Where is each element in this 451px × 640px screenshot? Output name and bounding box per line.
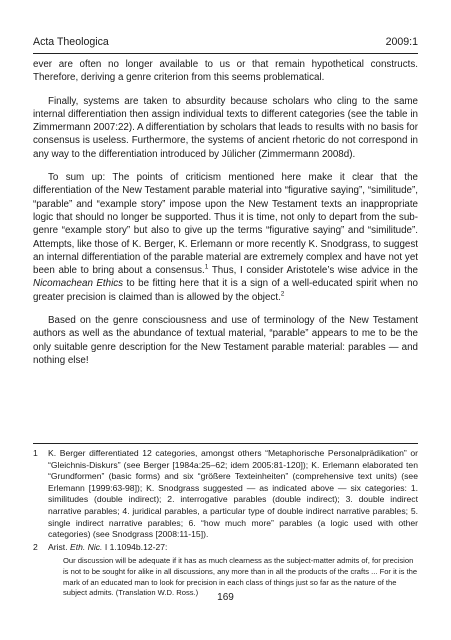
summary-text-c: to be fitting here that it is a sign of a well-educated spirit when no greater precision is claimed than is allowed by the object. bbox=[33, 278, 418, 303]
footnote-text: K. Berger differentiated 12 categories, amongst others “Metaphorische Personalprädikation” or “Gleichnis-Diskurs” (see Berger [1984a:25–62; idem 2005:81-120]); K. Erlemann elaborated ten “Grundformen” (basic forms) and six “größere Texteinheiten” (comprehensive text units) (see Erlemann [1999:63-98]); K. Snodgrass suggested — as indicated above — six categories: 1. similitudes (double indirect); 2. interrogative parables (double indirect); 3. double indirect narrative parables; 4. juridical parables, a particular type of double indirect narrative parables; 5. single indirect narrative parables; 6. “how much more” parables (a logic used with other categories) (see Snodgrass [2008:11-15]). bbox=[48, 448, 418, 540]
footnote-number: 2 bbox=[33, 541, 38, 552]
footnote-number: 1 bbox=[33, 448, 38, 458]
paragraph-conclusion: Based on the genre consciousness and use of terminology of the New Testament authors as well as the abundance of textual material, “parable” appears to me to be the only suitable genre description for the New Testament parable material: parables — and nothing else! bbox=[33, 315, 418, 366]
footnote-2-text-b: I 1.1094b.12-27: bbox=[102, 541, 168, 552]
footnote-text bbox=[48, 542, 418, 599]
page-number: 169 bbox=[217, 592, 234, 603]
block-quote: Our discussion will be adequate if it has as much clearness as the subject-matter admits of, for precision is not to be sought for alike in all discussions, any more than in all the products of the crafts ... For it is the mark of an educated man to look for precision in each class of things just so far as the nature of the subject admits. (Translation W.D. Ross.) bbox=[63, 556, 418, 598]
paragraph-continued: ever are often no longer available to us or that remain hypothetical constructs. Therefore, deriving a genre criterion from this seems problematical. bbox=[33, 59, 418, 84]
footnote-1 bbox=[33, 448, 418, 541]
journal-title: Acta Theologica bbox=[33, 36, 109, 48]
footnote-2-text-a: Arist. bbox=[48, 541, 70, 552]
paragraph-systems: Finally, systems are taken to absurdity because scholars who cling to the same internal differentiation then assign individual texts to different categories (see the table in Zimmermann 2007:22). A differentiation by scholars that leads to results with no basis for consensus is useless. Furthermore, the systems of ancient rhetoric do not correspond in any way to the differentiation introduced by Jülicher (Zimmermann 2008d). bbox=[33, 95, 418, 160]
book-title-italic: Nicomachean Ethics bbox=[33, 278, 124, 290]
body-text bbox=[33, 58, 418, 377]
document-page bbox=[33, 0, 418, 640]
summary-text-a: To sum up: The points of criticism mentioned here make it clear that the differentiation of the New Testament parable material into “figurative saying”, “similitude”, “parable” and “example story” impose upon the New Testament texts an inappropriate logic that should no longer be supported. Thus it is time, not only to depart from the sub-genre “example story” but also to give up the terms “figurative saying” and “similitude”. Attempts, like those of K. Berger, K. Erlemann or more recently K. Snodgrass, to suggest an internal differentiation of the parable material are extremely complex and have not yet been able to bring about a consensus. bbox=[33, 172, 418, 277]
footnote-ref-2[interactable]: 2 bbox=[280, 290, 285, 298]
footnote-divider bbox=[33, 443, 418, 444]
running-header bbox=[33, 36, 418, 54]
footnote-2-italic: Eth. Nic. bbox=[69, 541, 103, 552]
summary-text-b: Thus, I consider Aristotele’s wise advice in the bbox=[208, 265, 418, 277]
footnotes-section bbox=[33, 448, 418, 600]
footnote-ref-1[interactable]: 1 bbox=[204, 263, 209, 271]
issue-number: 2009:1 bbox=[385, 36, 418, 48]
footnote-2 bbox=[33, 542, 418, 599]
paragraph-summary bbox=[33, 171, 418, 304]
